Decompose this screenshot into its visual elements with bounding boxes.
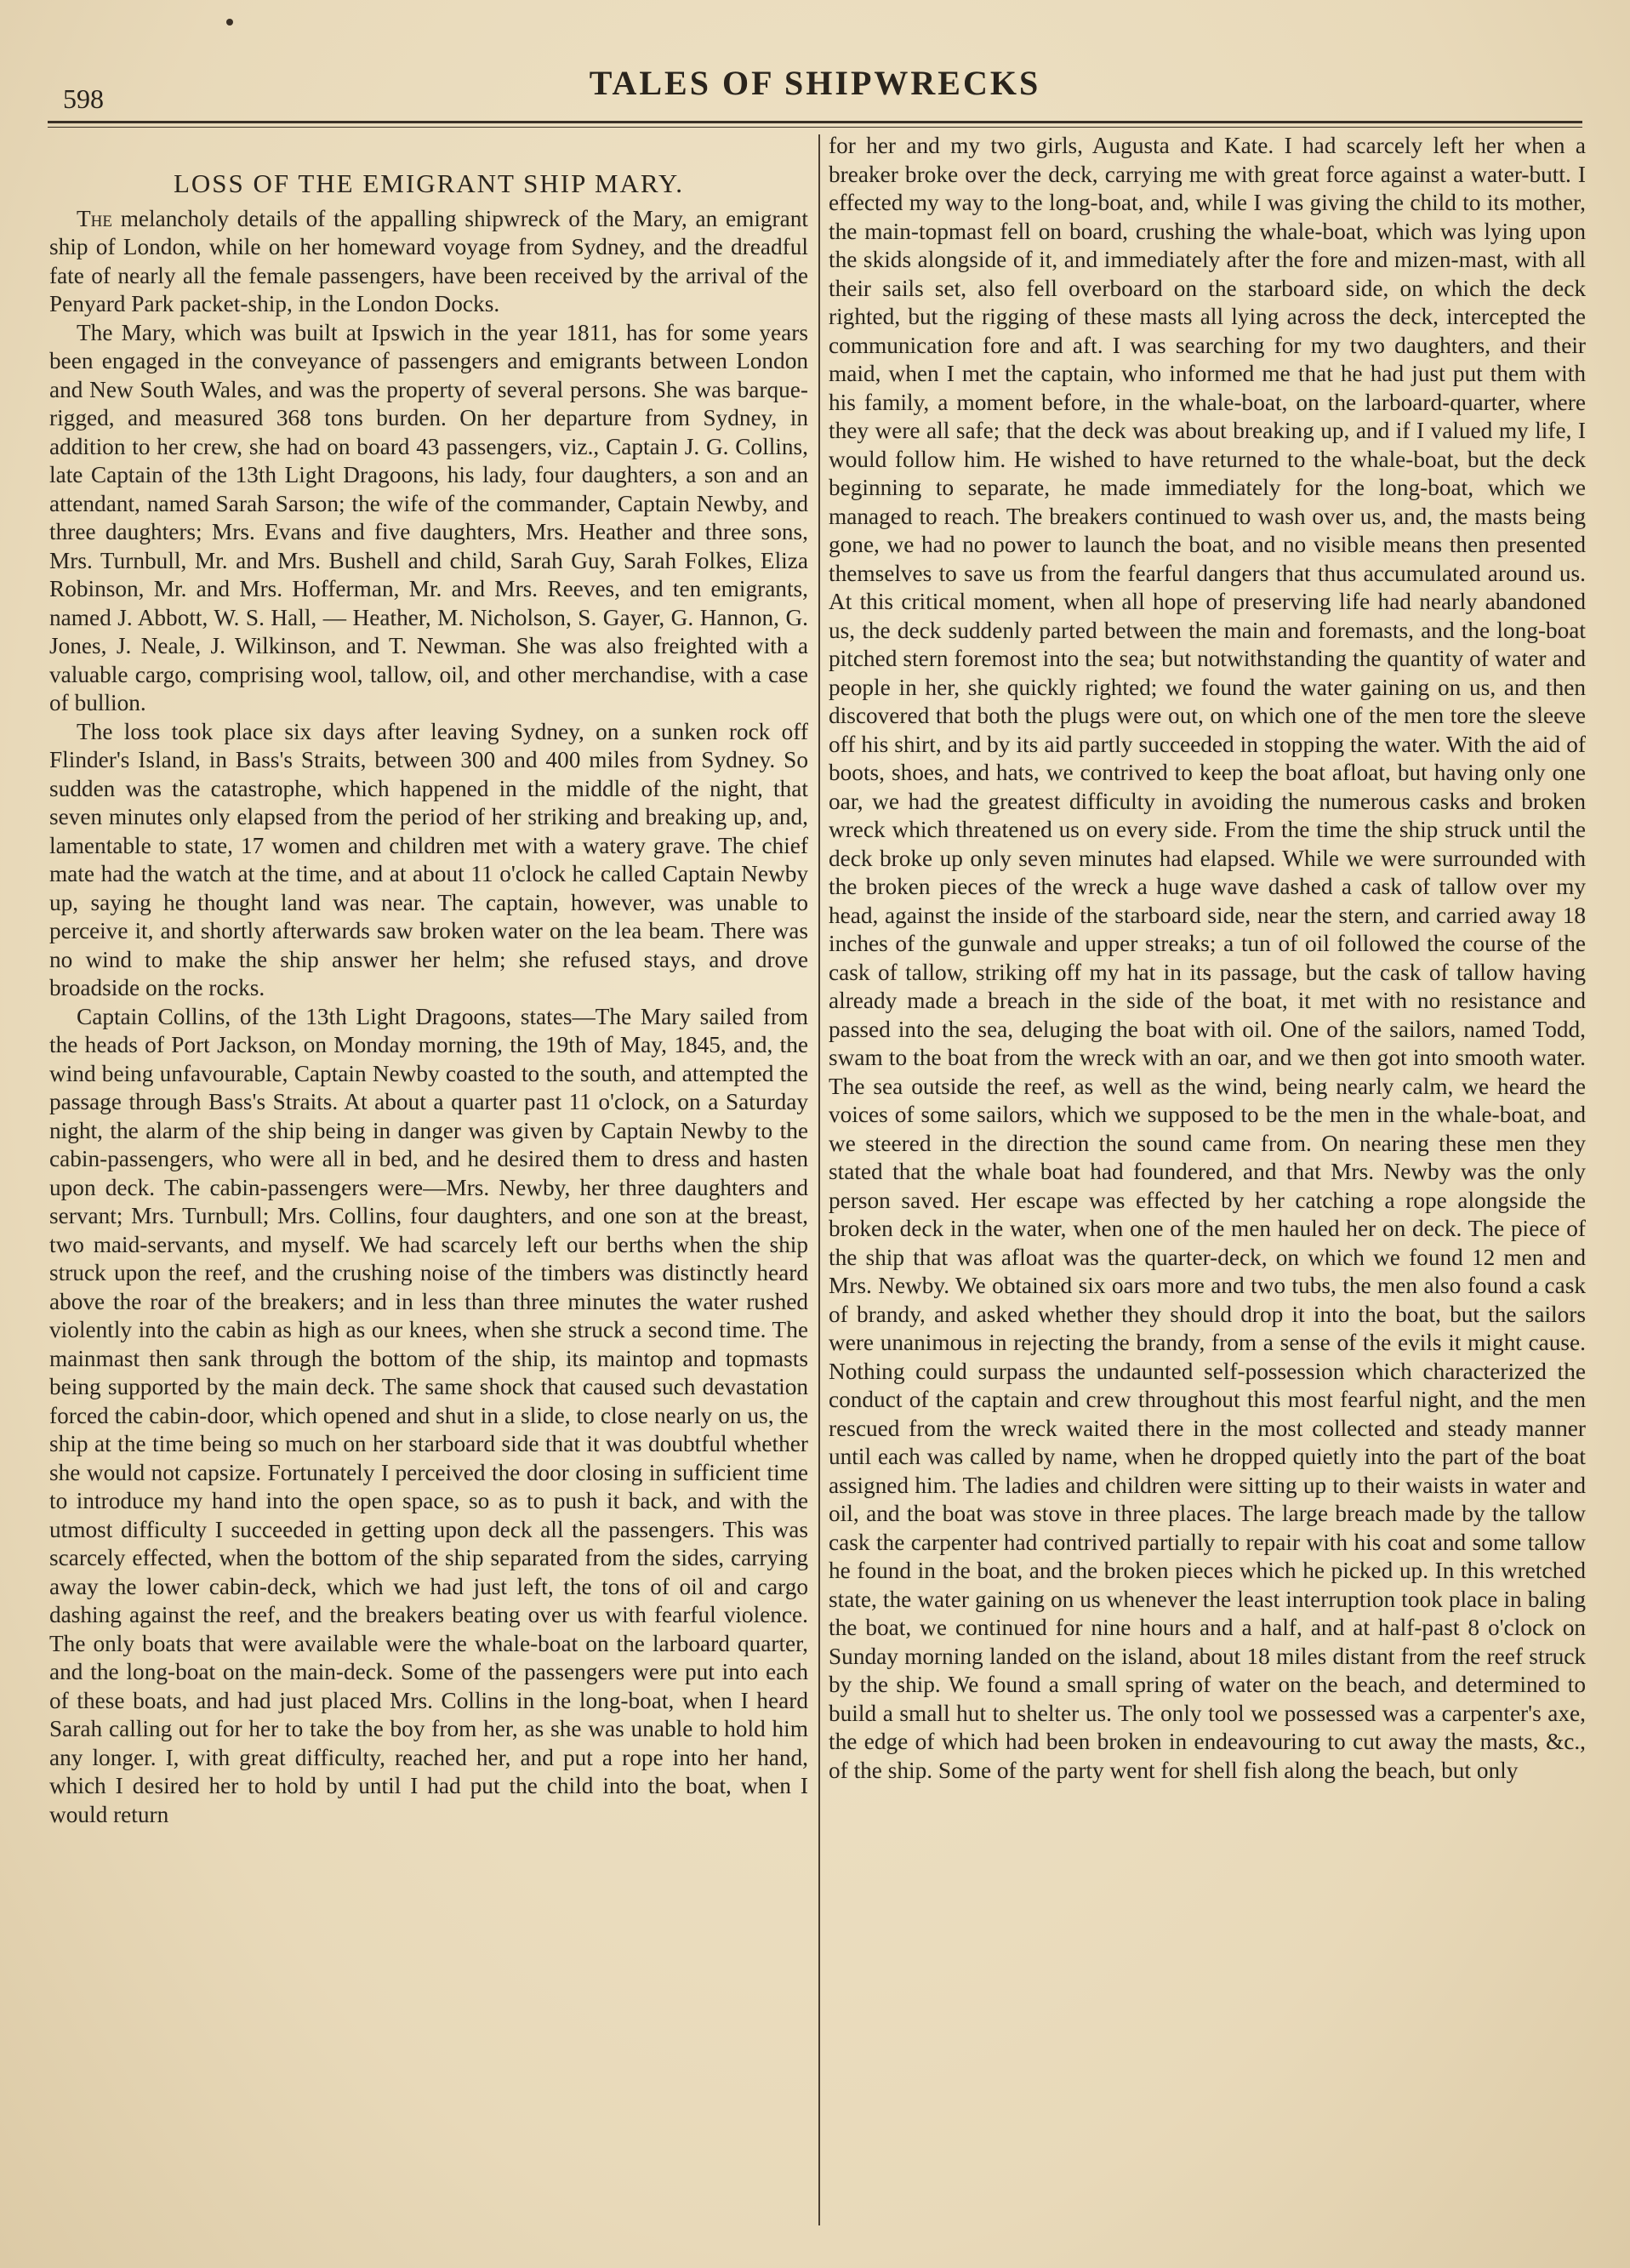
page-number: 598 [63,83,104,114]
paragraph-4: Captain Collins, of the 13th Light Dragoons, states—The Mary sailed from the heads of Port Jackson, on Monday morning, the 19th of May, 1845, and, the wind being unfavourable, Captain Newby coasted to the south, and attempted the passage through Bass's Straits. At about a quarter past 11 o'clock, on a Saturday night, the alarm of the ship being in danger was given by Captain Newby to the cabin-passengers, who were all in bed, and he desired them to dress and hasten upon deck. The cabin-passengers were—Mrs. Newby, her three daughters and servant; Mrs. Turnbull; Mrs. Collins, four daughters, and one son at the breast, two maid-servants, and myself. We had scarcely left our berths when the ship struck upon the reef, and the crushing noise of the timbers was distinctly heard above the roar of the breakers; and in less than three minutes the water rushed violently into the cabin as high as our knees, when she struck a second time. The mainmast then sank through the bottom of the ship, its maintop and topmasts being supported by the main deck. The same shock that caused such devastation forced the cabin-door, which opened and shut in a slide, to close nearly on us, the ship at the time being so much on her starboard side that it was doubtful whether she would not capsize. Fortunately I perceived the door closing in sufficient time to introduce my hand into the open space, so as to push it back, and with the utmost difficulty I succeeded in getting upon deck all the passengers. This was scarcely effected, when the bottom of the ship separated from the sides, carrying away the lower cabin-deck, which we had just left, the tons of oil and cargo dashing against the reef, and the breakers beating over us with fearful violence. The only boats that were available were the whale-boat on the larboard quarter, and the long-boat on the main-deck. Some of the passengers were put into each of these boats, and had just placed Mrs. Collins in the long-boat, when I heard Sarah calling out for her to take the boy from her, as she was unable to hold him any longer. I, with great difficulty, reached her, and put a rope into her hand, which I desired her to hold by until I had put the child into the boat, when I would return [49,1003,808,1827]
right-column [829,132,1586,2225]
header-rule [48,121,1582,128]
column-divider [818,134,820,2225]
paragraph-1 [49,205,808,319]
page-header [48,53,1582,112]
paragraph-3: The loss took place six days after leaving Sydney, on a sunken rock off Flinder's Island, in Bass's Straits, between 300 and 400 miles from Sydney. So sudden was the catastrophe, which happened in the middle of the night, that seven minutes only elapsed from the period of her striking and breaking up, and, lamentable to state, 17 women and children met with a watery grave. The chief mate had the watch at the time, and at about 11 o'clock he called Captain Newby up, saying he thought land was near. The captain, however, was unable to perceive it, and shortly afterwards saw broken water on the lea beam. There was no wind to make the ship answer her helm; she refused stays, and drove broadside on the rocks. [49,718,808,1000]
paragraph-1-text: melancholy details of the appalling shipwreck of the Mary, an emigrant ship of London, while on her homeward voyage from Sydney, and the dreadful fate of nearly all the female passengers, have been received by the arrival of the Penyard Park packet-ship, in the London Docks. [49,205,808,316]
paragraph-5: for her and my two girls, Augusta and Kate. I had scarcely left her when a breaker broke over the deck, carrying me with great force against a water-butt. I effected my way to the long-boat, and, while I was giving the child to its mother, the main-topmast fell on board, crushing the whale-boat, which was lying upon the skids alongside of it, and immediately after the fore and mizen-mast, with all their sails set, also fell overboard on the starboard side, on which the deck righted, but the rigging of these masts all lying across the deck, intercepted the communication fore and aft. I was searching for my two daughters, and their maid, when I met the captain, who informed me that he had just put them with his family, a moment before, in the whale-boat, on the larboard-quarter, where they were all safe; that the deck was about breaking up, and if I valued my life, I would follow him. He wished to have returned to the whale-boat, but the deck beginning to separate, he made immediately for the long-boat, which we managed to reach. The breakers continued to wash over us, and, the masts being gone, we had no power to launch the boat, and no visible means then presented themselves to save us from the fearful dangers that thus accumulated around us. At this critical moment, when all hope of preserving life had nearly abandoned us, the deck suddenly parted between the main and foremasts, and the long-boat pitched stern foremost into the sea; but notwithstanding the quantity of water and people in her, she quickly righted; we found the water gaining on us, and then discovered that both the plugs were out, on which one of the men tore the sleeve off his shirt, and by its aid partly succeeded in stopping the water. With the aid of boots, shoes, and hats, we contrived to keep the boat afloat, but having only one oar, we had the greatest difficulty in avoiding the numerous casks and broken wreck which threatened us on every side. From the time the ship struck until the deck broke up only seven minutes had elapsed. While we were surrounded with the broken pieces of the wreck a huge wave dashed a cask of tallow over my head, against the inside of the starboard side, near the stern, and carried away 18 inches of the gunwale and upper streaks; a tun of oil followed the course of the cask of tallow, striking off my hat in its passage, but the cask of tallow having already made a breach in the side of the boat, it met with no resistance and passed into the sea, deluging the boat with oil. One of the sailors, named Todd, swam to the boat from the wreck with an oar, and we then got into smooth water. The sea outside the reef, as well as the wind, being nearly calm, we heard the voices of some sailors, which we supposed to be the men in the whale-boat, and we steered in the direction the sound came from. On nearing these men they stated that the whale boat had foundered, and that Mrs. Newby was the only person saved. Her escape was effected by her catching a rope alongside the broken deck in the water, when one of the men hauled her on deck. The piece of the ship that was afloat was the quarter-deck, on which we found 12 men and Mrs. Newby. We obtained six oars more and two tubs, the men also found a cask of brandy, and asked whether they should drop it into the boat, but the sailors were unanimous in rejecting the brandy, from a sense of the evils it might cause. Nothing could surpass the undaunted self-possession which characterized the conduct of the captain and crew throughout this most fearful night, and the men rescued from the wreck waited there in the most collected and steady manner until each was called by name, when he dropped quietly into the part of the boat assigned him. The ladies and children were sitting up to their waists in water and oil, and the boat was stove in three places. The large breach made by the tallow cask the carpenter had contrived partially to repair with his coat and some tallow he found in the boat, and the broken pieces which he picked up. In this wretched state, the water gaining on us whenever the least interruption took place in baling the boat, we continued for nine hours and a half, and at half-past 8 o'clock on Sunday morning landed on the island, about 18 miles distant from the reef struck by the ship. We found a small spring of water on the beach, and determined to build a small hut to shelter us. The only tool we possessed was a carpenter's axe, the edge of which had been broken in endeavouring to cut away the masts, &c., of the ship. Some of the party went for shell fish along the beach, but only [829,133,1586,1783]
running-title: TALES OF SHIPWRECKS [589,64,1041,102]
drop-word: The [77,205,113,231]
article-title: LOSS OF THE EMIGRANT SHIP MARY. [173,168,685,198]
left-column [49,132,808,2225]
paragraph-2: The Mary, which was built at Ipswich in the year 1811, has for some years been engaged in the conveyance of passengers and emigrants between London and New South Wales, and was the property of several persons. She was barque-rigged, and measured 368 tons burden. On her departure from Sydney, in addition to her crew, she had on board 43 passengers, viz., Captain J. G. Collins, late Captain of the 13th Light Dragoons, his lady, four daughters, a son and an attendant, named Sarah Sarson; the wife of the commander, Captain Newby, and three daughters; Mrs. Evans and five daughters, Mrs. Heather and three sons, Mrs. Turnbull, Mr. and Mrs. Bushell and child, Sarah Guy, Sarah Folkes, Eliza Robinson, Mr. and Mrs. Hofferman, Mr. and Mrs. Reeves, and ten emigrants, named J. Abbott, W. S. Hall, — Heather, M. Nicholson, S. Gayer, G. Hannon, G. Jones, J. Neale, J. Wilkinson, and T. Newman. She was also freighted with a valuable cargo, comprising wool, tallow, oil, and other merchandise, with a case of bullion. [49,319,808,715]
ink-speck [226,19,233,26]
